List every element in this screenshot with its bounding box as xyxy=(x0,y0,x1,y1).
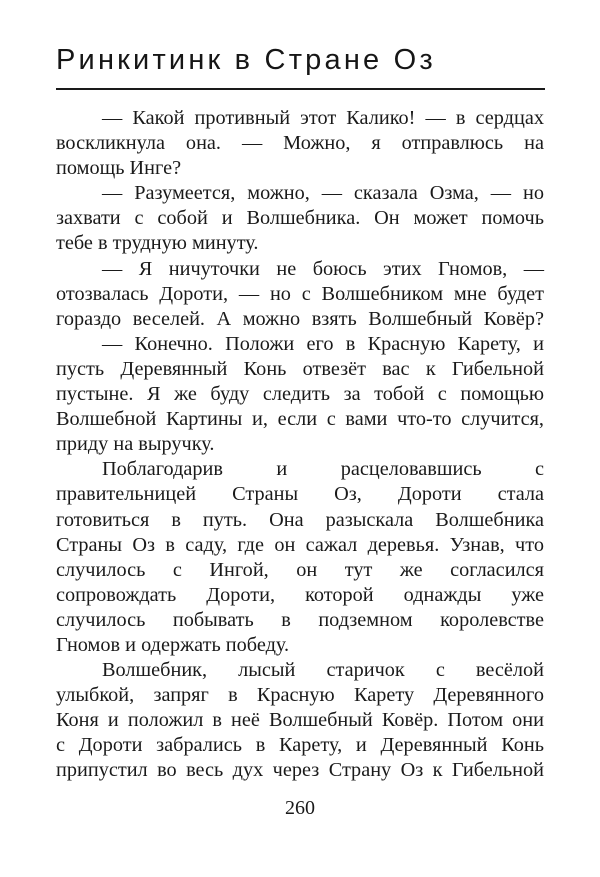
page-number: 260 xyxy=(285,797,315,819)
text-line: готовиться в путь. Она разыскала Волшебника xyxy=(56,508,544,531)
text-line: с Дороти забрались в Карету, и Деревянный Конь xyxy=(56,734,544,757)
text-line: случилось с Ингой, он тут же согласился xyxy=(56,558,544,581)
text-line: Страны Оз в саду, где он сажал деревья. Узнав, что xyxy=(56,533,544,556)
text-line: улыбкой, запряг в Красную Карету Деревянного xyxy=(56,684,544,707)
text-line: Коня и положил в неё Волшебный Ковёр. Потом они xyxy=(56,709,544,732)
page-body-text xyxy=(56,106,544,784)
text-line: захвати с собой и Волшебника. Он может помочь xyxy=(56,207,544,230)
text-line: приду на выручку. xyxy=(56,433,215,456)
text-line: — Я ничуточки не боюсь этих Гномов, — xyxy=(102,257,544,280)
text-line: гораздо веселей. А можно взять Волшебный Ковёр? xyxy=(56,307,544,330)
text-line: отозвалась Дороти, — но с Волшебником мне будет xyxy=(56,282,544,305)
text-line: воскликнула она. — Можно, я отправлюсь на xyxy=(56,132,544,155)
text-line: припустил во весь дух через Страну Оз к Гибельной xyxy=(56,759,544,782)
header-divider xyxy=(56,88,545,90)
text-line: — Конечно. Положи его в Красную Карету, и xyxy=(102,332,544,355)
text-line: — Какой противный этот Калико! — в сердцах xyxy=(102,107,544,129)
text-line: пусть Деревянный Конь отвезёт вас к Гибельной xyxy=(56,357,544,380)
text-line: сопровождать Дороти, которой однажды уже xyxy=(56,583,544,606)
text-line: случилось побывать в подземном королевстве xyxy=(56,608,544,631)
running-header-title: Ринкитинк в Стране Оз xyxy=(56,44,436,76)
text-line: Волшебник, лысый старичок с весёлой xyxy=(102,659,544,682)
text-line: Поблагодарив и расцеловавшись с xyxy=(102,458,544,481)
text-line: правительницей Страны Оз, Дороти стала xyxy=(56,483,544,506)
text-line: тебе в трудную минуту. xyxy=(56,232,259,255)
text-line: Гномов и одержать победу. xyxy=(56,633,290,656)
text-line: — Разумеется, можно, — сказала Озма, — но xyxy=(102,182,544,205)
text-line: помощь Инге? xyxy=(56,157,182,180)
text-line: Волшебной Картины и, если с вами что-то случится, xyxy=(56,408,544,431)
text-line: пустыне. Я же буду следить за тобой с помощью xyxy=(56,383,544,406)
